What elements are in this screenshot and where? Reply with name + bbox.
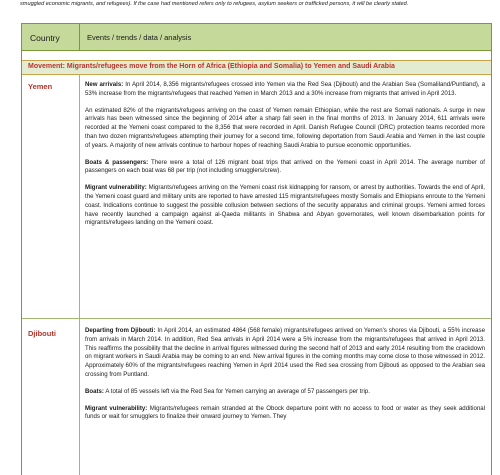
header-events: Events / trends / data / analysis xyxy=(87,33,192,42)
djibouti-content xyxy=(85,327,485,430)
para-boats-passengers: Boats & passengers: There were a total of 126 migrant boat trips that arrived on the Yemeni coast in April 2014. The average number of passengers on each boat was 68 per trip (not including smugglers/crew). xyxy=(85,158,485,175)
header-divider xyxy=(79,24,80,50)
para-departing: Departing from Djibouti: In April 2014, an estimated 4864 (568 female) migrants/refugees arrived on Yemen's shores via Djibouti, a 55% increase from arrivals in March 2014. In addition, Red Sea arrivals in April 2014 were a 5% increase from the migrants/refugees that arrived in April 2013. This reaffirms the possibility that the decline in arrival figures witnessed during the second half of 2013 and early 2014 resulting from the crackdown on migrant workers in Saudi Arabia may be coming to an end. New arrival figures in the coming months may come close to those witnessed in 2012. Approximately 60% of the migrants/refugees reaching Yemen in April 2014 used the Red sea crossing from Djibouti as opposed to the Arabian sea crossing from Puntland. xyxy=(85,327,485,378)
country-yemen: Yemen xyxy=(28,82,53,91)
row-separator xyxy=(22,318,491,319)
country-djibouti: Djibouti xyxy=(28,329,56,338)
movement-row xyxy=(22,60,491,75)
para-estimate: An estimated 82% of the migrants/refugees arriving on the coast of Yemen remain Ethiopian, while the rest are Somali nationals. A surge in new arrivals has been witnessed since the beginning of 2014 after a sharp fall seen in the final months of 2013. In January 2014, 611 arrivals were recorded at the Yemeni coast compared to the 8,356 that were recorded in April. Danish Refugee Council (DRC) protection teams recorded more than two dozen migrants/refugees attempting their journey for a second time, following deportation from Saudi Arabia and Yemen in the last couple of years. A majority of new arrivals continue to harbour hopes of reaching Saudi Arabia to pursue economic opportunities. xyxy=(85,106,485,149)
para-migrant-vulnerability-dj: Migrant vulnerability: Migrants/refugees remain stranded at the Obock departure point with no access to food or water as they seek additional funds or wait for smugglers to finalize their onward journey to Yemen. They xyxy=(85,404,485,421)
table-header xyxy=(22,23,491,51)
header-country: Country xyxy=(30,33,60,43)
column-divider xyxy=(79,74,80,318)
para-migrant-vulnerability: Migrant vulnerability: Migrants/refugees arriving on the Yemeni coast risk kidnapping for ransom, or arrest by authorities. Towards the end of April, the Yemeni coast guard and military units are reported to have arrested 115 migrants/refugees mostly Somalis and Ethiopians enroute to the Yemeni coast. Indications continue to suggest the possible collusion between sections of the security apparatus and criminal groups. Yemeni armed forces have recently launched a campaign against al-Qaeda militants in Shabwa and Abyan governorates, well known disembarkation points for migrants/refugees landing on the Yemeni coast. xyxy=(85,184,485,227)
data-table xyxy=(21,23,492,475)
movement-title: Movement: Migrants/refugees move from the Horn of Africa (Ethiopia and Somalia) to Yemen and Saudi Arabia xyxy=(28,63,395,70)
para-boats: Boats: A total of 85 vessels left via the Red Sea for Yemen carrying an average of 57 passengers per trip. xyxy=(85,387,370,395)
top-note: smuggled economic migrants, and refugees). If the case had mentioned refers only to refugees, asylum seekers or trafficked persons, it will be clearly stated. xyxy=(20,1,409,7)
yemen-content xyxy=(85,81,485,236)
para-new-arrivals: New arrivals: In April 2014, 8,356 migrants/refugees crossed into Yemen via the Red Sea (Djibouti) and the Arabian Sea (Somaliland/Puntland), a 53% increase from the migrants/refugees that reached Yemen in March 2013 and a 30% increase from migrants that arrived in April 2013. xyxy=(85,81,486,97)
column-divider xyxy=(79,319,80,475)
